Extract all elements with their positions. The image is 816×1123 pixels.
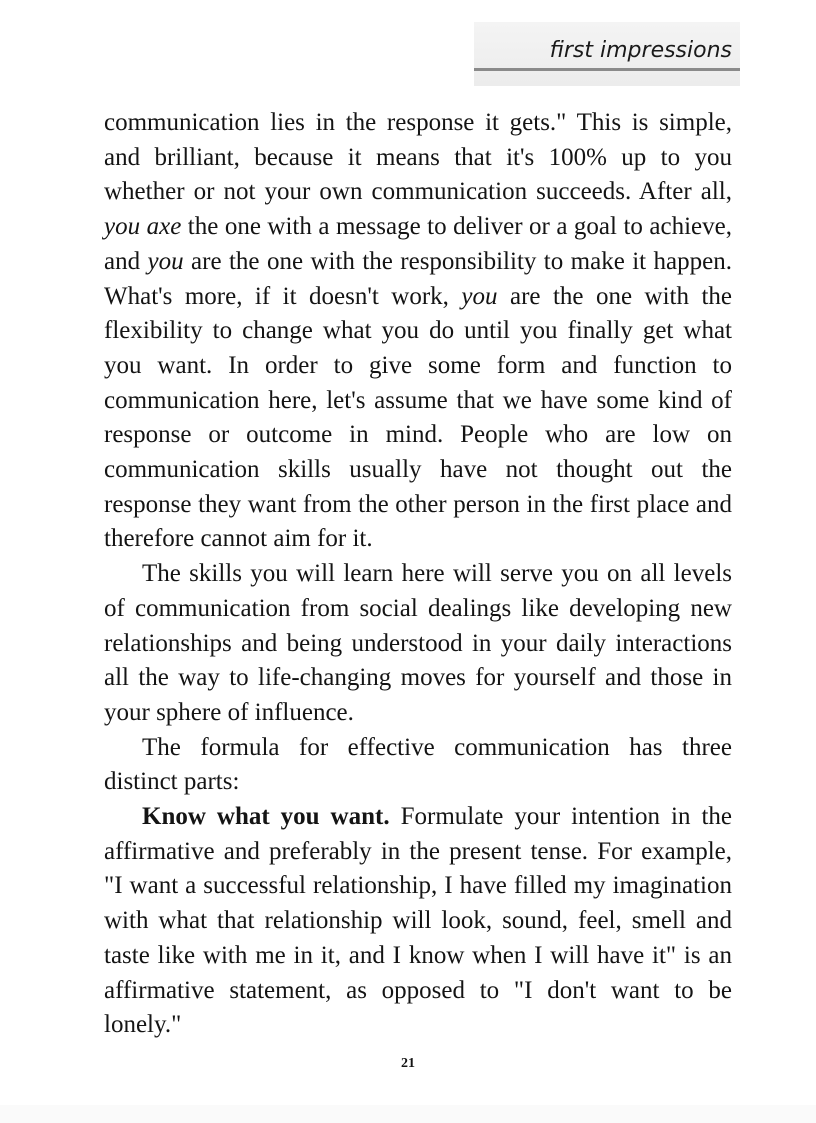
page-number: 21	[401, 1056, 415, 1071]
paragraph-1-text-b: the one with a message to deliver or a goal to achieve, and	[104, 213, 732, 275]
paragraph-1	[104, 106, 732, 557]
running-head	[474, 22, 740, 86]
paragraph-4-text: Formulate your intention in the affirmative and preferably in the present tense. For example, "I want a successful relationship, I have filled my imagination with what that relationship will look, sound, feel, smell and taste like with me in it, and I know when I will have it" is an affirmative statement, as opposed to "I don't want to be lonely."	[104, 803, 733, 1039]
paragraph-4	[104, 800, 732, 1043]
paragraph-3: The formula for effective communication has three distinct parts:	[104, 733, 732, 796]
body-text	[104, 106, 732, 1043]
running-head-title: first impressions	[549, 38, 732, 63]
paragraph-1-text-d: are the one with the flexibility to change what you do until you finally get what you want. In order to give some form and function to communication here, let's assume that we have some kind of response or outcome in mind. People who are low on communication skills usually have not thought out the response they want from the other person in the first place and therefore cannot aim for it.	[104, 282, 732, 553]
paragraph-1-emphasis-c: you	[461, 282, 498, 310]
running-head-rule	[474, 68, 740, 71]
paragraph-1-emphasis-a: you axe	[104, 213, 182, 241]
paragraph-1-text-a: communication lies in the response it gets." This is simple, and brilliant, because it means that it's 100% up to you whether or not your own communication succeeds. After all,	[104, 109, 732, 206]
paragraph-1-emphasis-b: you	[147, 247, 184, 275]
page-bottom-edge	[0, 1105, 816, 1123]
paragraph-1-text-c: are the one with the responsibility to make it happen. What's more, if it doesn't work,	[104, 247, 732, 310]
paragraph-2: The skills you will learn here will serve you on all levels of communication from social dealings like developing new relationships and being understood in your daily interactions all the way to life-changing moves for yourself and those in your sphere of influence.	[104, 560, 732, 726]
paragraph-4-lead: Know what you want.	[142, 803, 390, 831]
